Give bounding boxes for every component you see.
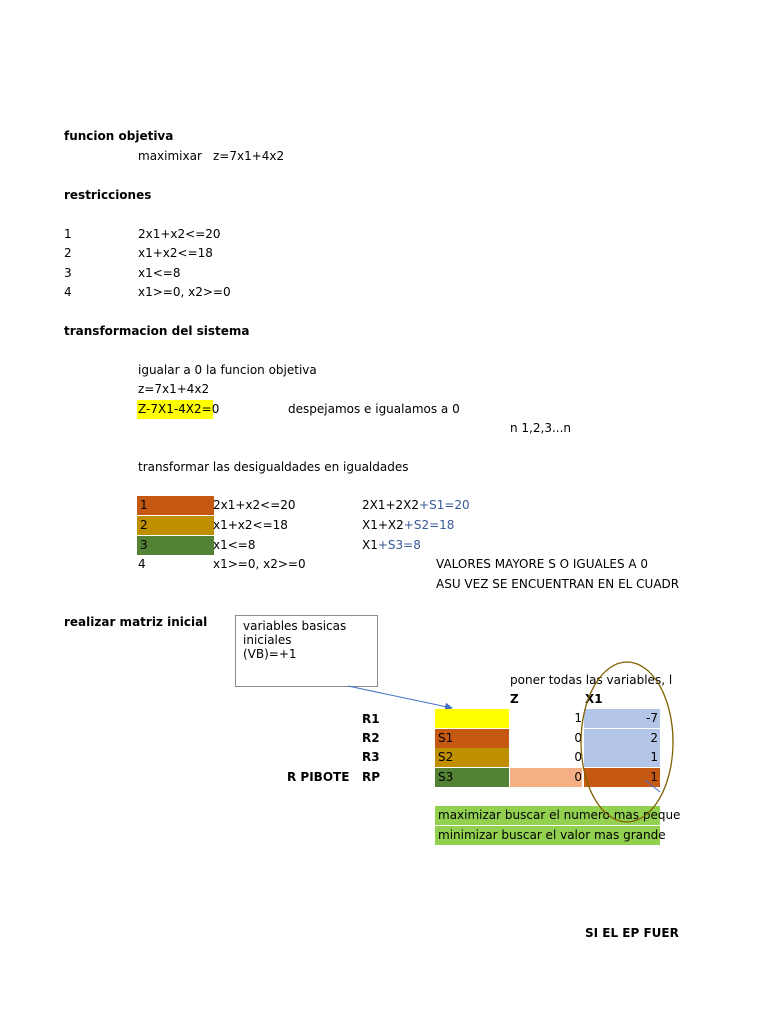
textbox-line: variables basicas: [243, 619, 347, 633]
restriction-color-cell: 3: [137, 536, 214, 555]
inequality-expression: x1>=0, x2>=0: [213, 557, 306, 571]
transform-heading: transformacion del sistema: [64, 324, 250, 338]
values-note-1: VALORES MAYORE S O IGUALES A 0: [436, 557, 649, 571]
transform-line-2: z=7x1+4x2: [138, 382, 210, 396]
x1-value: 1: [650, 770, 658, 784]
restriction-expression: x1<=8: [138, 266, 181, 280]
equality-expression: 2X1+2X2+S1=20: [362, 498, 470, 512]
objective-heading: funcion objetiva: [64, 129, 174, 143]
column-header-x1: X1: [585, 692, 603, 706]
row-label: R2: [362, 731, 380, 745]
equality-expression: X1+X2+S2=18: [362, 518, 455, 532]
inequality-expression: x1<=8: [213, 538, 256, 552]
values-note-2: ASU VEZ SE ENCUENTRAN EN EL CUADR: [436, 577, 680, 591]
inequality-expression: 2x1+x2<=20: [213, 498, 296, 512]
highlighted-equation: Z-7X1-4X2=0: [137, 400, 213, 419]
x1-value: 1: [650, 750, 658, 764]
restriction-color-cell: 2: [137, 516, 214, 535]
restriction-number: 3: [64, 266, 72, 280]
restrictions-heading: restricciones: [64, 188, 152, 202]
restriction-expression: 2x1+x2<=20: [138, 227, 221, 241]
vb-cell: S1: [435, 729, 509, 748]
z-value: 0: [574, 731, 582, 745]
column-header-z: Z: [510, 692, 519, 706]
equality-expression: X1+S3=8: [362, 538, 421, 552]
maximize-note: maximizar buscar el numero mas peque: [435, 806, 660, 825]
textbox-line: iniciales: [243, 633, 292, 647]
minimize-note: minimizar buscar el valor mas grande: [435, 826, 660, 845]
pivot-column-ellipse: [581, 662, 673, 822]
restriction-color-cell: 1: [137, 496, 214, 515]
n-sequence-note: n 1,2,3...n: [510, 421, 572, 435]
restriction-number: 2: [64, 246, 72, 260]
textbox-line: (VB)=+1: [243, 647, 297, 661]
x1-value: 2: [650, 731, 658, 745]
footer-note: SI EL EP FUER: [585, 926, 679, 940]
objective-expression: z=7x1+4x2: [213, 149, 285, 163]
restriction-expression: x1>=0, x2>=0: [138, 285, 231, 299]
matrix-heading: realizar matriz inicial: [64, 615, 208, 629]
z-value: 0: [510, 768, 582, 787]
row-label: R1: [362, 712, 380, 726]
x1-value: -7: [646, 711, 658, 725]
vb-cell: S2: [435, 748, 509, 767]
pivot-row-label: R PIBOTE: [287, 770, 350, 784]
transform-line-1: igualar a 0 la funcion objetiva: [138, 363, 317, 377]
restriction-number: 1: [64, 227, 72, 241]
z-value: 1: [574, 711, 582, 725]
restriction-number: 4: [64, 285, 72, 299]
row-label: R3: [362, 750, 380, 764]
pivot-arrow: [645, 780, 660, 792]
put-all-variables-note: poner todas las variables, l: [510, 673, 673, 687]
objective-label: maximixar: [138, 149, 202, 163]
vb-cell: S3: [435, 768, 509, 787]
restriction-number: 4: [138, 557, 146, 571]
inequality-expression: x1+x2<=18: [213, 518, 288, 532]
transform-note: despejamos e igualamos a 0: [288, 402, 460, 416]
restriction-expression: x1+x2<=18: [138, 246, 213, 260]
inequality-heading: transformar las desigualdades en igualdades: [138, 460, 409, 474]
z-value: 0: [574, 750, 582, 764]
row-label: RP: [362, 770, 381, 784]
